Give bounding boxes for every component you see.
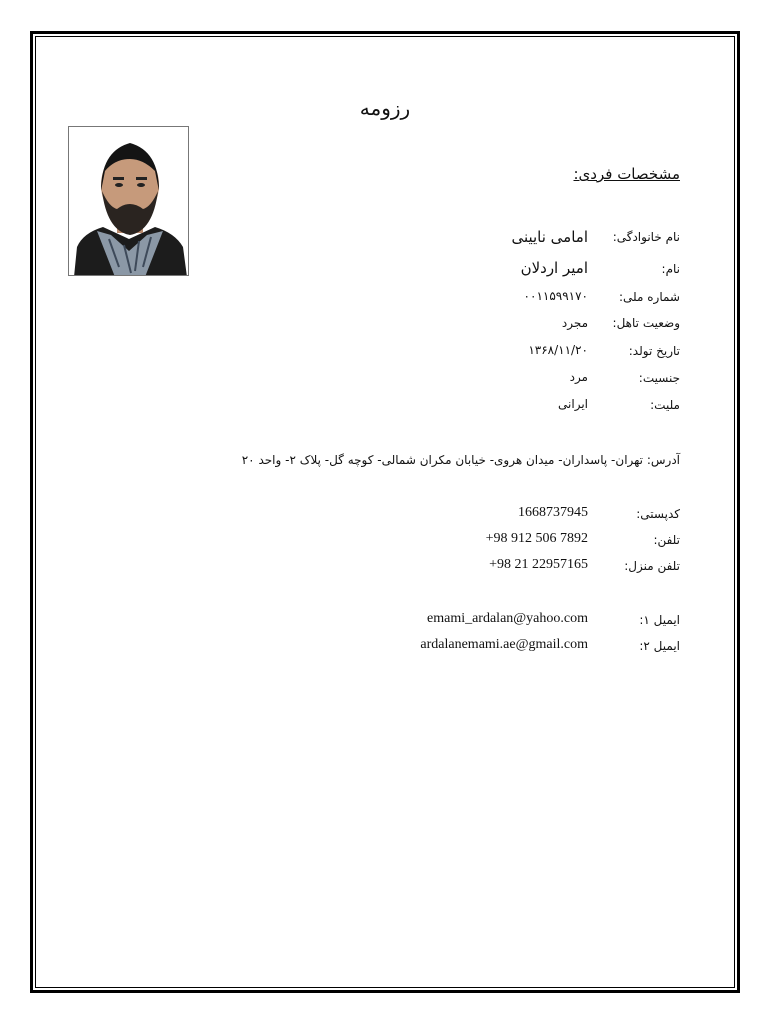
label-gender: جنسیت: <box>638 371 680 385</box>
label-national-id: شماره ملی: <box>619 290 680 304</box>
address-line: آدرس: تهران- پاسداران- میدان هروی- خیابان مکران شمالی- کوچه گل- پلاک ۲- واحد ۲۰ <box>241 453 680 467</box>
value-postal-code: 1668737945 <box>518 505 588 520</box>
label-email-1: ایمیل ۱: <box>639 613 680 627</box>
page-title: رزومه <box>359 96 411 120</box>
person-portrait-icon <box>69 127 189 276</box>
label-email-2: ایمیل ۲: <box>639 639 680 653</box>
value-home-phone: +98 21 22957165 <box>489 557 588 572</box>
label-first-name: نام: <box>661 262 680 276</box>
value-email-2[interactable]: ardalanemami.ae@gmail.com <box>420 637 588 652</box>
label-phone: تلفن: <box>653 533 680 547</box>
label-postal-code: کدپستی: <box>636 507 680 521</box>
value-phone: +98 912 506 7892 <box>485 531 588 546</box>
label-last-name: نام خانوادگی: <box>612 230 680 244</box>
value-gender: مرد <box>569 370 588 384</box>
value-nationality: ایرانی <box>558 397 588 411</box>
value-birth-date: ۱۳۶۸/۱۱/۲۰ <box>528 343 588 357</box>
section-personal-info-title: مشخصات فردی: <box>573 165 680 183</box>
label-marital-status: وضعیت تاهل: <box>612 316 680 330</box>
label-birth-date: تاریخ تولد: <box>628 344 680 358</box>
value-first-name: امیر اردلان <box>520 259 588 277</box>
label-home-phone: تلفن منزل: <box>624 559 680 573</box>
value-national-id: ۰۰۱۱۵۹۹۱۷۰ <box>523 289 588 303</box>
label-nationality: ملیت: <box>650 398 680 412</box>
value-email-1[interactable]: emami_ardalan@yahoo.com <box>427 611 588 626</box>
profile-photo <box>68 126 189 276</box>
value-marital-status: مجرد <box>561 316 588 330</box>
value-last-name: امامی نایینی <box>511 228 588 246</box>
